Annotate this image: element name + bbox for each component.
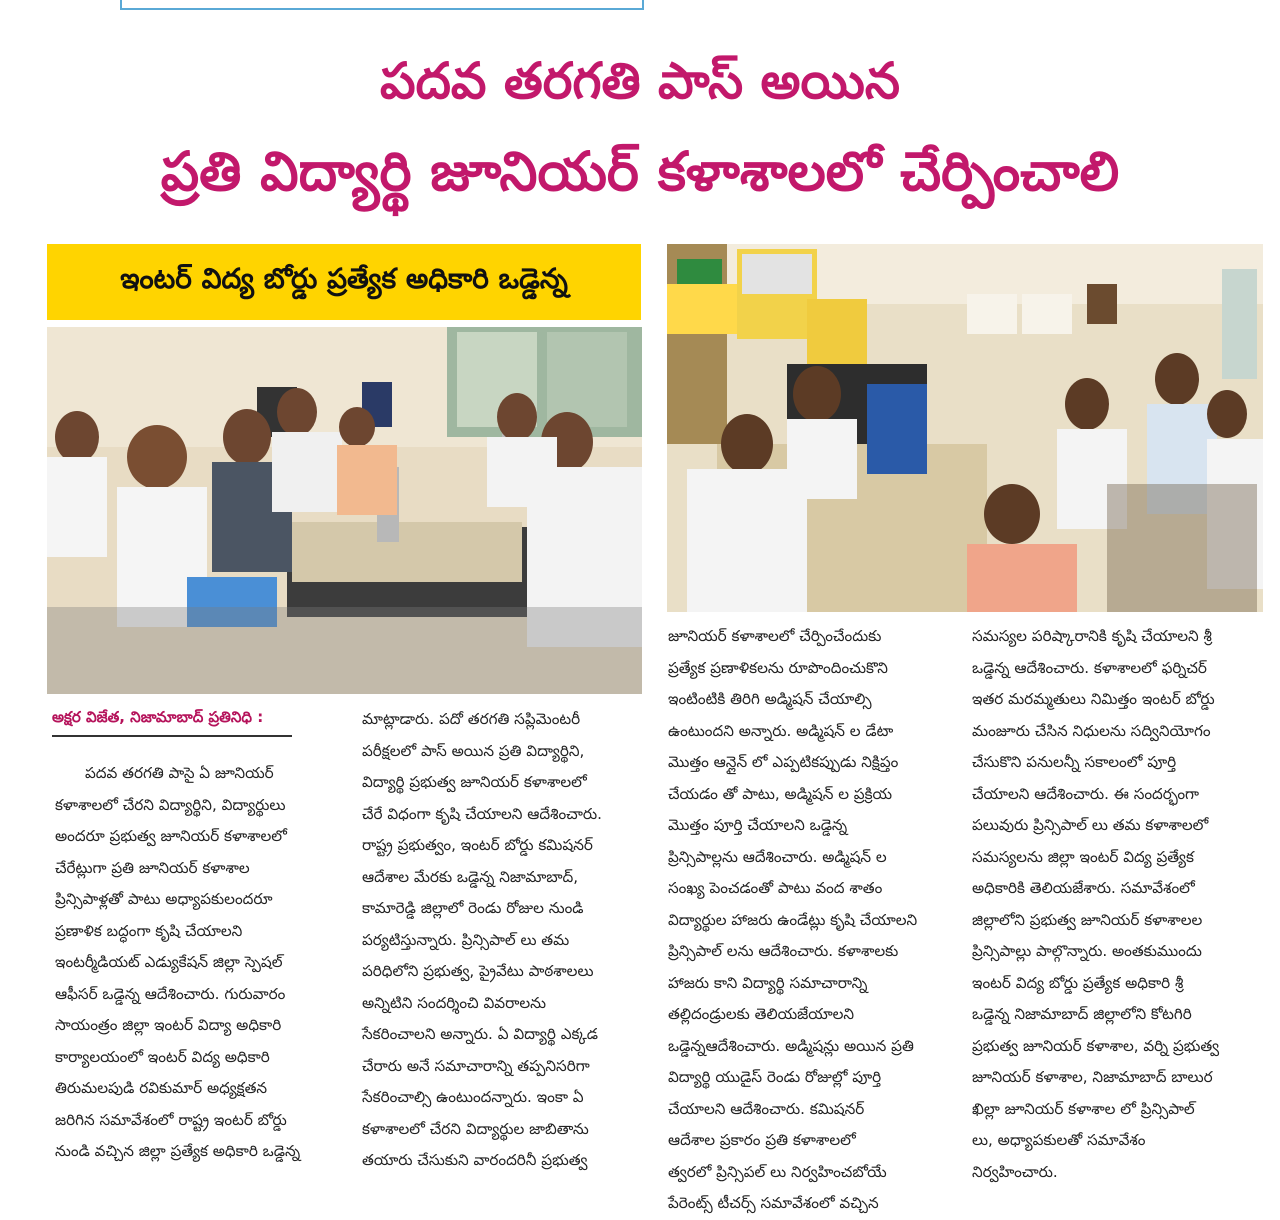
text-line: మొత్తం ఆన్లైన్ లో ఎప్పటికప్పుడు నిక్షిప్తం: [668, 753, 899, 771]
text-line: చేసుకొని పనులన్నీ సకాలంలో పూర్తి: [972, 753, 1177, 771]
text-line: అందరూ ప్రభుత్వ జూనియర్ కళాశాలలో: [55, 827, 287, 845]
text-line: ఇంటర్మీడియట్ ఎడ్యుకేషన్ జిల్లా స్పెషల్: [55, 953, 283, 971]
text-line: జరిగిన సమావేశంలో రాష్ట్ర ఇంటర్ బోర్డు: [55, 1110, 287, 1129]
text-line: నిర్వహించారు.: [972, 1162, 1058, 1181]
text-line: సంఖ్య పెంచడంతో పాటు వంద శాతం: [668, 879, 883, 897]
text-line: చేరేట్లుగా ప్రతి జూనియర్ కళాశాల: [55, 858, 250, 877]
subheadline: [47, 244, 641, 320]
text-line: జిల్లాలోని ప్రభుత్వ జూనియర్ కళాశాలల: [972, 910, 1203, 929]
text-line: నుండి వచ్చిన జిల్లా ప్రత్యేక అధికారి ఒడ్డెన్న: [55, 1142, 301, 1160]
text-line: చేయాలని ఆదేశించారు. కమిషనర్: [668, 1099, 865, 1118]
text-line: త్వరలో ప్రిన్సిపల్ లు నిర్వహించబోయే: [668, 1162, 887, 1181]
text-line: చేయడం తో పాటు, అడ్మిషన్ ల ప్రక్రియ: [668, 784, 893, 803]
text-line: పర్యటిస్తున్నారు. ప్రిన్సిపాల్ లు తమ: [362, 930, 570, 949]
text-line: ఇంటర్ విద్య బోర్డు ప్రత్యేక అధికారి శ్రీ: [972, 973, 1184, 992]
text-line: ఖిల్లా జూనియర్ కళాశాల లో ప్రిన్సిపాల్: [972, 1099, 1195, 1118]
text-line: సేకరించాలని అన్నారు. ఏ విద్యార్థి ఎక్కడ: [362, 1025, 599, 1043]
text-line: కామారెడ్డి జిల్లాలో రెండు రోజుల నుండి: [362, 899, 584, 917]
meeting-photo-left: [47, 327, 642, 694]
top-frame: [120, 0, 644, 10]
text-line: ప్రణాళిక బద్ధంగా కృషి చేయాలని: [55, 921, 243, 940]
text-line: కార్యాలయంలో ఇంటర్ విద్య అధికారి: [55, 1047, 270, 1066]
text-line: తయారు చేసుకుని వారందరినీ ప్రభుత్వ: [362, 1151, 588, 1169]
text-line: ఒడ్డెన్నఆదేశించారు. అడ్మిషన్లు అయిన ప్రతి: [668, 1036, 914, 1055]
text-line: విద్యార్థి యుడైస్ రెండు రోజుల్లో పూర్తి: [668, 1068, 882, 1086]
text-line: ప్రభుత్వ జూనియర్ కళాశాల, వర్ని ప్రభుత్వ: [972, 1036, 1220, 1055]
text-line: కళాశాలలో చేరని విద్యార్థిని, విద్యార్థులు: [55, 795, 286, 814]
text-line: ప్రత్యేక ప్రణాళికలను రూపొందించుకొని: [668, 658, 888, 677]
text-line: రాష్ట్ర ప్రభుత్వం, ఇంటర్ బోర్డు కమిషనర్: [362, 836, 593, 854]
text-line: తిరుమలపుడి రవికుమార్ అధ్యక్షతన: [55, 1079, 268, 1097]
text-line: ప్రిన్సిపాల్లు పాల్గొన్నారు. అంతకుముందు: [972, 942, 1202, 960]
text-line: చేరే విధంగా కృషి చేయాలని ఆదేశించారు.: [362, 804, 603, 823]
article-column-4: [972, 621, 1262, 1188]
text-line: జూనియర్ కళాశాల, నిజామాబాద్ బాలుర: [972, 1068, 1213, 1086]
text-line: అధికారికి తెలియజేశారు. సమావేశంలో: [972, 879, 1195, 897]
text-line: కళాశాలలో చేరని విద్యార్థుల జాబితాను: [362, 1119, 589, 1138]
text-line: మాట్లాడారు. పదో తరగతి సప్లిమెంటరీ: [362, 710, 581, 728]
text-line: అన్నిటిని సందర్శించి వివరాలను: [362, 993, 547, 1012]
article-column-1: [55, 758, 345, 1168]
text-line: విద్యార్థి ప్రభుత్వ జూనియర్ కళాశాలలో: [362, 773, 587, 791]
text-line: జూనియర్ కళాశాలలో చేర్పించేందుకు: [668, 627, 882, 645]
text-line: సమస్యల పరిష్కారానికి కృషి చేయాలని శ్రీ: [972, 627, 1212, 645]
text-line: ఇంటింటికి తిరిగి అడ్మిషన్ చేయాల్సి: [668, 690, 872, 708]
text-line: సేకరించాల్సి ఉంటుందన్నారు. ఇంకా ఏ: [362, 1088, 584, 1106]
byline-divider: [52, 735, 292, 737]
text-line: విద్యార్థుల హాజరు ఉండేట్లు కృషి చేయాలని: [668, 910, 918, 929]
subheadline-text: ఇంటర్ విద్య బోర్డు ప్రత్యేక అధికారి ఒడ్డెన్న: [120, 262, 568, 295]
headline-line-1: పదవ తరగతి పాస్ అయిన: [380, 52, 900, 110]
text-line: పరీక్షలలో పాస్ అయిన ప్రతి విద్యార్థిని,: [362, 741, 585, 760]
text-line: ఆదేశాల ప్రకారం ప్రతి కళాశాలలో: [668, 1131, 856, 1149]
text-line: పరిధిలోని ప్రభుత్వ, ప్రైవేటు పాఠశాలలు: [362, 962, 594, 980]
text-line: తల్లిదండ్రులకు తెలియజేయాలని: [668, 1005, 855, 1023]
text-line: చేరారు అనే సమాచారాన్ని తప్పనిసరిగా: [362, 1056, 590, 1075]
text-line: హాజరు కాని విద్యార్థి సమాచారాన్ని: [668, 973, 868, 992]
byline: అక్షర విజేత, నిజామాబాద్ ప్రతినిధి :: [52, 708, 264, 726]
text-line: ఒడ్డెన్న ఆదేశించారు. కళాశాలలో ఫర్నిచర్: [972, 658, 1207, 677]
text-line: ప్రిన్సిపాళ్లతో పాటు అధ్యాపకులందరూ: [55, 890, 273, 908]
text-line: మొత్తం పూర్తి చేయాలని ఒడ్డెన్న: [668, 816, 848, 834]
text-line: లు, అధ్యాపకులతో సమావేశం: [972, 1131, 1146, 1149]
text-line: ఒడ్డెన్న నిజామాబాద్ జిల్లాలోని కోటగిరి: [972, 1005, 1192, 1023]
text-line: సమస్యలను జిల్లా ఇంటర్ విద్య ప్రత్యేక: [972, 847, 1194, 866]
text-line: మంజూరు చేసిన నిధులను సద్వినియోగం: [972, 721, 1211, 740]
text-line: ఆదేశాల మేరకు ఒడ్డెన్న నిజామాబాద్,: [362, 867, 579, 886]
text-line: ఆఫీసర్ ఒడ్డెన్న ఆదేశించారు. గురువారం: [55, 984, 286, 1003]
text-line: సాయంత్రం జిల్లా ఇంటర్ విద్యా అధికారి: [55, 1016, 282, 1034]
text-line: పలువురు ప్రిన్సిపాల్ లు తమ కళాశాలలో: [972, 816, 1209, 834]
text-line: ప్రిన్సిపాల్లను ఆదేశించారు. అడ్మిషన్ ల: [668, 847, 887, 866]
text-line: ఇతర మరమ్మతులు నిమిత్తం ఇంటర్ బోర్డు: [972, 690, 1215, 708]
text-line: పదవ తరగతి పాసై ఏ జూనియర్: [85, 764, 274, 782]
article-column-3: [668, 621, 958, 1220]
meeting-photo-right: [667, 244, 1263, 612]
text-line: ప్రిన్సిపాల్ లను ఆదేశించారు. కళాశాలకు: [668, 942, 899, 960]
article-column-2: [362, 704, 652, 1177]
headline-line-2: ప్రతి విద్యార్థి జూనియర్ కళాశాలలో చేర్పించాలి: [160, 140, 1120, 203]
text-line: పేరెంట్స్ టీచర్స్ సమావేశంలో వచ్చిన: [668, 1194, 879, 1212]
text-line: చేయాలని ఆదేశించారు. ఈ సందర్భంగా: [972, 784, 1200, 803]
text-line: ఉంటుందని అన్నారు. అడ్మిషన్ ల డేటా: [668, 721, 894, 740]
